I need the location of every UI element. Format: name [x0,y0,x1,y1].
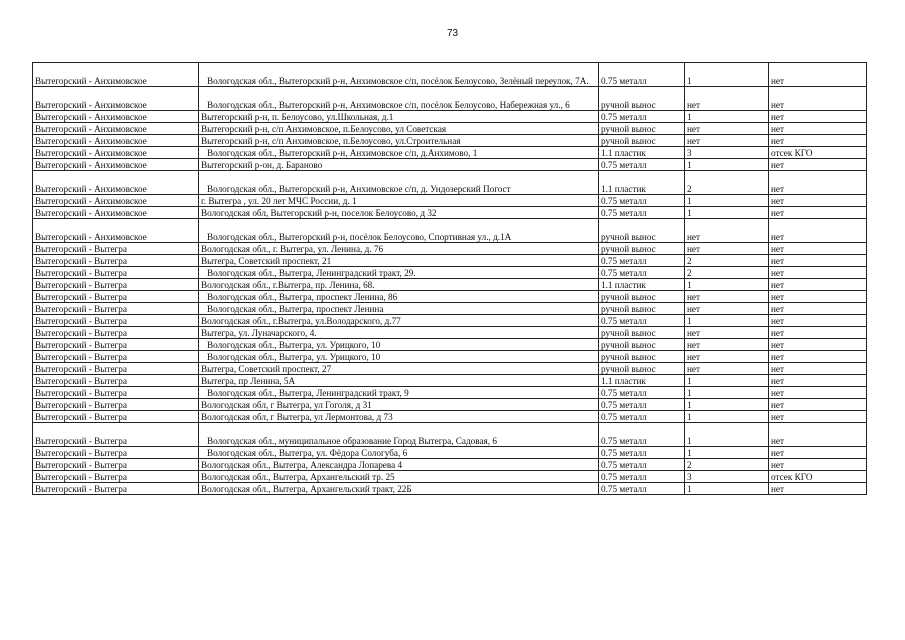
district-cell: Вытегорский - Вытегра [33,375,199,387]
container-type-cell: 0.75 металл [599,111,685,123]
address-cell: Вытегорский р-н, с/п Анхимовское, п.Белоусово, ул Советская [199,123,599,135]
container-count-cell: 1 [685,207,769,219]
district-cell: Вытегорский - Вытегра [33,387,199,399]
container-type-cell: 0.75 металл [599,207,685,219]
district-cell: Вытегорский - Вытегра [33,315,199,327]
table-row [33,471,867,483]
container-count-cell: нет [685,351,769,363]
kgo-compartment-cell: нет [769,459,867,471]
address-text: Вологодская обл., Вытегорский р-н, Анхимовское с/п, д. Ундозерский Погост [207,184,511,194]
container-type-cell: ручной вынос [599,135,685,147]
container-type-cell: 0.75 металл [599,411,685,423]
container-type-cell: ручной вынос [599,339,685,351]
table-row [33,255,867,267]
kgo-compartment-cell: нет [769,303,867,315]
kgo-compartment-cell: нет [769,207,867,219]
container-count-cell: нет [685,327,769,339]
container-type-cell: ручной вынос [599,243,685,255]
district-cell: Вытегорский - Вытегра [33,399,199,411]
container-type-cell: ручной вынос [599,303,685,315]
container-count-cell: 2 [685,459,769,471]
container-type-cell: 0.75 металл [599,195,685,207]
address-text: Вологодская обл., Вытегра, проспект Ленина, 86 [207,292,398,302]
kgo-compartment-cell: нет [769,219,867,243]
kgo-compartment-cell: нет [769,411,867,423]
address-cell: Вытегра, пр Ленина, 5А [199,375,599,387]
container-count-cell: 1 [685,375,769,387]
district-cell: Вытегорский - Вытегра [33,327,199,339]
district-cell: Вытегорский - Анхимовское [33,63,199,87]
district-cell: Вытегорский - Вытегра [33,447,199,459]
address-cell: Вологодская обл., г. Вытегра, ул. Ленина, д. 76 [199,243,599,255]
kgo-compartment-cell: нет [769,483,867,495]
address-cell: Вологодская обл, г Вытегра, ул Лермонтова, д 73 [199,411,599,423]
kgo-compartment-cell: нет [769,387,867,399]
district-cell: Вытегорский - Анхимовское [33,135,199,147]
table-row [33,171,867,195]
kgo-compartment-cell: нет [769,291,867,303]
container-count-cell: 2 [685,171,769,195]
container-count-cell: 3 [685,471,769,483]
address-cell: г. Вытегра , ул. 20 лет МЧС России, д. 1 [199,195,599,207]
kgo-compartment-cell: нет [769,267,867,279]
address-cell [199,267,599,279]
container-count-cell: нет [685,243,769,255]
district-cell: Вытегорский - Анхимовское [33,147,199,159]
district-cell: Вытегорский - Вытегра [33,423,199,447]
container-count-cell: нет [685,363,769,375]
container-count-cell: 2 [685,255,769,267]
table-row [33,483,867,495]
address-cell [199,423,599,447]
table-row [33,63,867,87]
container-count-cell: 3 [685,147,769,159]
table-row [33,399,867,411]
address-cell: Вологодская обл., Вытегра, Архангельский тр. 25 [199,471,599,483]
district-cell: Вытегорский - Вытегра [33,243,199,255]
kgo-compartment-cell: нет [769,243,867,255]
container-count-cell: 1 [685,483,769,495]
container-count-cell: 1 [685,423,769,447]
table-row [33,111,867,123]
container-type-cell: 0.75 металл [599,267,685,279]
waste-site-table [32,62,867,495]
kgo-compartment-cell: нет [769,327,867,339]
kgo-compartment-cell: нет [769,255,867,267]
district-cell: Вытегорский - Анхимовское [33,87,199,111]
address-cell: Вологодская обл., г.Вытегра, ул.Володарского, д.77 [199,315,599,327]
table-row [33,219,867,243]
table-row [33,123,867,135]
district-cell: Вытегорский - Анхимовское [33,219,199,243]
container-count-cell: нет [685,291,769,303]
container-type-cell: ручной вынос [599,87,685,111]
table-row [33,387,867,399]
district-cell: Вытегорский - Анхимовское [33,123,199,135]
container-count-cell: 1 [685,279,769,291]
container-type-cell: ручной вынос [599,123,685,135]
kgo-compartment-cell: нет [769,135,867,147]
kgo-compartment-cell: нет [769,159,867,171]
table-row [33,351,867,363]
district-cell: Вытегорский - Вытегра [33,411,199,423]
address-text: Вологодская обл., Вытегра, Ленинградский тракт, 9 [207,388,409,398]
container-count-cell: 1 [685,447,769,459]
address-cell [199,447,599,459]
table-row [33,291,867,303]
table-row [33,207,867,219]
address-cell [199,303,599,315]
container-type-cell: 0.75 металл [599,483,685,495]
address-cell: Вологодская обл., г.Вытегра, пр. Ленина, 68. [199,279,599,291]
table-row [33,267,867,279]
district-cell: Вытегорский - Анхимовское [33,111,199,123]
address-cell [199,291,599,303]
kgo-compartment-cell: нет [769,195,867,207]
address-text: Вологодская обл., Вытегра, проспект Ленина [207,304,384,314]
address-text: Вологодская обл., Вытегорский р-н, посёлок Белоусово, Спортивная ул., д.1А [207,232,512,242]
address-cell: Вологодская обл, г Вытегра, ул Гоголя, д 31 [199,399,599,411]
container-type-cell: 0.75 металл [599,399,685,411]
container-type-cell: 0.75 металл [599,471,685,483]
container-count-cell: 1 [685,399,769,411]
container-type-cell: 0.75 металл [599,255,685,267]
table-row [33,423,867,447]
table-row [33,243,867,255]
container-count-cell: 1 [685,387,769,399]
district-cell: Вытегорский - Вытегра [33,291,199,303]
kgo-compartment-cell: нет [769,279,867,291]
table-row [33,195,867,207]
kgo-compartment-cell: нет [769,315,867,327]
container-type-cell: 0.75 металл [599,63,685,87]
district-cell: Вытегорский - Анхимовское [33,171,199,195]
table-row [33,327,867,339]
district-cell: Вытегорский - Вытегра [33,267,199,279]
container-count-cell: 1 [685,411,769,423]
address-cell [199,171,599,195]
table-row [33,87,867,111]
address-cell: Вытегорский р-он, д. Бараново [199,159,599,171]
address-text: Вологодская обл., Вытегра, ул. Урицкого, 10 [207,352,381,362]
address-text: Вологодская обл., муниципальное образование Город Вытегра, Садовая, 6 [207,436,497,446]
table-row [33,339,867,351]
container-type-cell: 0.75 металл [599,159,685,171]
table-row [33,159,867,171]
address-text: Вологодская обл., Вытегорский р-н, Анхимовское с/п, д.Анхимово, 1 [207,148,478,158]
container-type-cell: ручной вынос [599,219,685,243]
container-type-cell: ручной вынос [599,291,685,303]
address-cell [199,351,599,363]
kgo-compartment-cell: нет [769,171,867,195]
container-count-cell: 1 [685,159,769,171]
container-type-cell: 0.75 металл [599,447,685,459]
district-cell: Вытегорский - Анхимовское [33,159,199,171]
kgo-compartment-cell: нет [769,351,867,363]
address-cell [199,387,599,399]
table-body [33,63,867,495]
kgo-compartment-cell: нет [769,399,867,411]
district-cell: Вытегорский - Вытегра [33,459,199,471]
container-type-cell: 1.1 пластик [599,279,685,291]
address-text: Вологодская обл., Вытегорский р-н, Анхимовское с/п, посёлок Белоусово, Зелёный переулок, 7А. [207,76,589,86]
container-type-cell: 1.1 пластик [599,147,685,159]
district-cell: Вытегорский - Вытегра [33,471,199,483]
address-text: Вологодская обл., Вытегра, ул. Урицкого, 10 [207,340,381,350]
container-type-cell: 1.1 пластик [599,375,685,387]
container-count-cell: нет [685,87,769,111]
address-cell [199,87,599,111]
container-count-cell: нет [685,339,769,351]
container-type-cell: 0.75 металл [599,423,685,447]
table-row [33,303,867,315]
address-cell: Вологодская обл., Вытегра, Александра Лопарева 4 [199,459,599,471]
kgo-compartment-cell: отсек КГО [769,471,867,483]
table-row [33,363,867,375]
address-cell [199,147,599,159]
container-count-cell: нет [685,123,769,135]
address-cell [199,219,599,243]
address-text: Вологодская обл., Вытегорский р-н, Анхимовское с/п, посёлок Белоусово, Набережная ул., 6 [207,100,570,110]
district-cell: Вытегорский - Вытегра [33,255,199,267]
address-cell: Вологодская обл., Вытегра, Архангельский тракт, 22Б [199,483,599,495]
container-count-cell: 1 [685,195,769,207]
table-row [33,447,867,459]
table-row [33,279,867,291]
table-row [33,375,867,387]
address-cell [199,63,599,87]
container-type-cell: 0.75 металл [599,459,685,471]
district-cell: Вытегорский - Вытегра [33,483,199,495]
container-type-cell: ручной вынос [599,327,685,339]
container-type-cell: ручной вынос [599,363,685,375]
container-count-cell: нет [685,219,769,243]
address-cell: Вытегра, ул. Луначарского, 4. [199,327,599,339]
container-count-cell: нет [685,303,769,315]
address-cell: Вытегорский р-н, с/п Анхимовское, п.Белоусово, ул.Строительная [199,135,599,147]
container-count-cell: 1 [685,111,769,123]
district-cell: Вытегорский - Вытегра [33,339,199,351]
address-cell [199,339,599,351]
kgo-compartment-cell: отсек КГО [769,147,867,159]
table-row [33,315,867,327]
district-cell: Вытегорский - Вытегра [33,279,199,291]
table-row [33,135,867,147]
address-cell: Вытегра, Советский проспект, 21 [199,255,599,267]
container-count-cell: 1 [685,63,769,87]
container-type-cell: 0.75 металл [599,387,685,399]
kgo-compartment-cell: нет [769,363,867,375]
address-cell: Вологодская обл, Вытегорский р-н, поселок Белоусово, д 32 [199,207,599,219]
address-cell: Вытегра, Советский проспект, 27 [199,363,599,375]
kgo-compartment-cell: нет [769,339,867,351]
container-count-cell: нет [685,135,769,147]
district-cell: Вытегорский - Вытегра [33,351,199,363]
district-cell: Вытегорский - Вытегра [33,303,199,315]
kgo-compartment-cell: нет [769,423,867,447]
address-text: Вологодская обл., Вытегра, Ленинградский тракт, 29. [207,268,416,278]
container-type-cell: ручной вынос [599,351,685,363]
container-type-cell: 0.75 металл [599,315,685,327]
kgo-compartment-cell: нет [769,123,867,135]
container-type-cell: 1.1 пластик [599,171,685,195]
container-count-cell: 2 [685,267,769,279]
address-text: Вологодская обл., Вытегра, ул. Фёдора Сологуба, 6 [207,448,408,458]
kgo-compartment-cell: нет [769,63,867,87]
district-cell: Вытегорский - Анхимовское [33,207,199,219]
address-cell: Вытегорский р-н, п. Белоусово, ул.Школьная, д.1 [199,111,599,123]
table-row [33,411,867,423]
district-cell: Вытегорский - Вытегра [33,363,199,375]
kgo-compartment-cell: нет [769,111,867,123]
district-cell: Вытегорский - Анхимовское [33,195,199,207]
kgo-compartment-cell: нет [769,87,867,111]
kgo-compartment-cell: нет [769,375,867,387]
page-number: 73 [446,28,459,39]
kgo-compartment-cell: нет [769,447,867,459]
table-row [33,147,867,159]
container-count-cell: 1 [685,315,769,327]
table-row [33,459,867,471]
